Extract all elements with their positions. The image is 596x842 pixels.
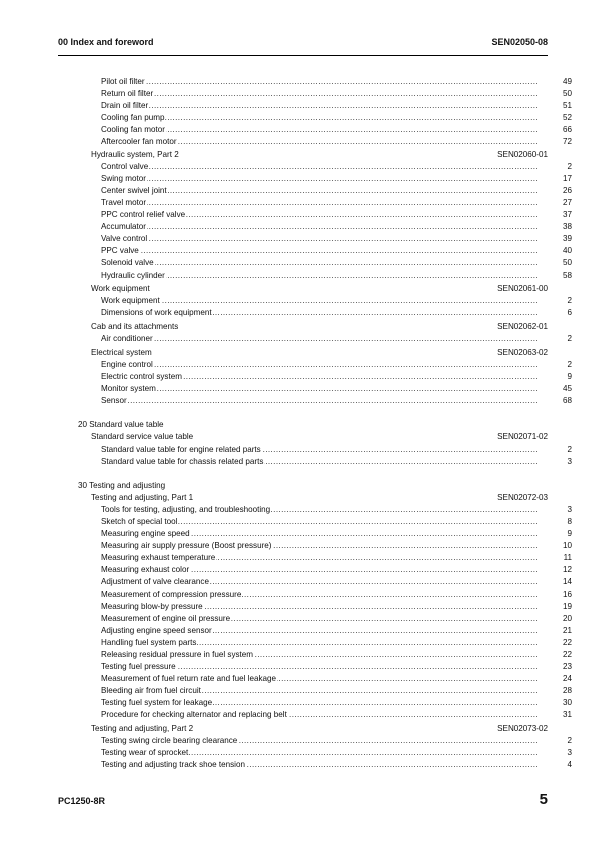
toc-entry — [0, 504, 596, 516]
toc-entry-page: 19 — [562, 601, 572, 611]
toc-entry-title: Work equipment — [101, 296, 160, 306]
toc-entry-leader — [101, 685, 538, 697]
toc-entry-page: 37 — [562, 210, 572, 220]
toc-entry-title: Accumulator — [101, 222, 146, 232]
toc-entry-title: Testing swing circle bearing clearance — [101, 736, 238, 746]
toc-entry-page: 2 — [567, 359, 572, 369]
toc-entry-leader — [101, 88, 538, 100]
toc-entry-title: Center swivel joint — [101, 185, 167, 195]
toc-section-heading — [0, 480, 596, 492]
toc-entry-leader — [101, 673, 538, 685]
toc-group-title: Testing and adjusting, Part 2 — [91, 724, 194, 734]
toc-entry-page: 45 — [562, 384, 572, 394]
toc-group-heading — [0, 347, 596, 359]
toc-entry-title: Pilot oil filter — [101, 77, 145, 86]
toc-group-heading — [0, 321, 596, 333]
toc-group-code: SEN02063-02 — [497, 347, 548, 357]
toc-entry-title: Measuring air supply pressure (Boost pressure) — [101, 541, 272, 551]
toc-entry — [0, 136, 596, 148]
toc-entry-title: Testing fuel pressure — [101, 662, 176, 672]
toc-entry-leader — [101, 136, 538, 148]
page-footer — [58, 791, 548, 814]
toc-entry-leader — [101, 395, 538, 407]
toc-entry-leader — [101, 245, 538, 257]
toc-entry-title: Testing and adjusting track shoe tension — [101, 760, 245, 770]
toc-entry — [0, 735, 596, 747]
toc-entry-leader — [101, 359, 538, 371]
toc-entry-title: Cooling fan pump — [101, 113, 165, 123]
toc-entry-page: 10 — [562, 541, 572, 551]
toc-entry — [0, 601, 596, 613]
header-section-title: 00 Index and foreword — [58, 37, 154, 47]
toc-entry — [0, 383, 596, 395]
toc-entry-leader — [101, 161, 538, 173]
toc-entry-title: Travel motor — [101, 197, 147, 207]
toc-entry-title: Measurement of compression pressure — [101, 589, 242, 599]
toc-entry-leader — [101, 625, 538, 637]
toc-entry — [0, 124, 596, 136]
toc-entry — [0, 589, 596, 601]
toc-entry-title: Aftercooler fan motor — [101, 137, 177, 147]
toc-entry-leader — [101, 185, 538, 197]
table-of-contents — [0, 76, 596, 772]
toc-entry — [0, 209, 596, 221]
toc-entry — [0, 245, 596, 257]
toc-group-heading — [0, 492, 596, 504]
toc-entry — [0, 661, 596, 673]
toc-entry-leader — [101, 516, 538, 528]
toc-group-title: Testing and adjusting, Part 1 — [91, 492, 194, 502]
toc-entry-leader — [101, 173, 538, 185]
toc-entry-leader — [101, 709, 538, 721]
toc-entry-page: 50 — [562, 89, 572, 99]
toc-entry-leader — [101, 124, 538, 136]
toc-entry — [0, 516, 596, 528]
toc-entry-page: 52 — [562, 113, 572, 123]
page-header — [58, 37, 548, 53]
toc-entry-title: Testing wear of sprocket — [101, 748, 189, 758]
toc-entry-leader — [101, 589, 538, 601]
toc-group-code: SEN02071-02 — [497, 432, 548, 442]
toc-entry-title: Electric control system — [101, 372, 182, 382]
toc-entry-page: 14 — [562, 577, 572, 587]
toc-entry-page: 72 — [562, 137, 572, 147]
toc-entry — [0, 76, 596, 88]
toc-entry-leader — [101, 661, 538, 673]
toc-entry-leader — [101, 697, 538, 709]
toc-entry — [0, 637, 596, 649]
toc-entry-page: 51 — [562, 101, 572, 111]
toc-entry-page: 23 — [562, 662, 572, 672]
toc-group-heading — [0, 149, 596, 161]
toc-group-title: Electrical system — [91, 347, 152, 357]
toc-group-heading — [0, 723, 596, 735]
toc-entry-page: 58 — [562, 270, 572, 280]
toc-entry-page: 2 — [567, 444, 572, 454]
toc-entry-page: 16 — [562, 589, 572, 599]
toc-entry — [0, 233, 596, 245]
toc-entry-page: 3 — [567, 748, 572, 758]
toc-entry-leader — [101, 270, 538, 282]
toc-entry-page: 2 — [567, 161, 572, 171]
toc-entry-page: 17 — [562, 173, 572, 183]
toc-entry — [0, 697, 596, 709]
toc-entry-page: 26 — [562, 185, 572, 195]
toc-entry-leader — [101, 76, 538, 88]
toc-entry — [0, 552, 596, 564]
toc-entry-page: 8 — [567, 516, 572, 526]
toc-entry — [0, 685, 596, 697]
toc-entry-page: 3 — [567, 456, 572, 466]
toc-group-code: SEN02073-02 — [497, 724, 548, 734]
toc-entry-page: 2 — [567, 296, 572, 306]
toc-entry — [0, 112, 596, 124]
toc-section-heading — [0, 419, 596, 431]
toc-entry-leader — [101, 540, 538, 552]
toc-entry-leader — [101, 552, 538, 564]
toc-entry-title: PPC control relief valve — [101, 210, 186, 220]
toc-group-heading — [0, 431, 596, 443]
toc-entry-leader — [101, 233, 538, 245]
toc-entry — [0, 257, 596, 269]
footer-model-name: PC1250-8R — [58, 796, 106, 806]
toc-entry-title: Standard value table for engine related parts — [101, 444, 261, 454]
toc-entry-title: PPC valve — [101, 246, 139, 256]
toc-group-title: Cab and its attachments — [91, 322, 179, 332]
toc-entry-page: 2 — [567, 736, 572, 746]
toc-entry-page: 21 — [562, 625, 572, 635]
toc-entry — [0, 221, 596, 233]
toc-entry-title: Return oil filter — [101, 89, 154, 99]
toc-entry-page: 39 — [562, 234, 572, 244]
toc-entry-page: 3 — [567, 504, 572, 514]
toc-entry-title: Engine control — [101, 359, 153, 369]
toc-entry-title: Handling fuel system parts — [101, 637, 197, 647]
toc-entry-leader — [101, 307, 538, 319]
toc-entry — [0, 540, 596, 552]
toc-entry-title: Adjustment of valve clearance — [101, 577, 209, 587]
toc-entry-page: 28 — [562, 686, 572, 696]
toc-section-title: 20 Standard value table — [78, 420, 164, 430]
toc-entry — [0, 197, 596, 209]
footer-page-number: 5 — [539, 791, 548, 808]
toc-entry-page: 22 — [562, 637, 572, 647]
toc-entry-leader — [101, 444, 538, 456]
toc-entry-leader — [101, 735, 538, 747]
toc-entry-title: Cooling fan motor — [101, 125, 165, 135]
toc-group-code: SEN02061-00 — [497, 284, 548, 294]
toc-group-title: Standard service value table — [91, 432, 194, 442]
toc-entry-title: Procedure for checking alternator and replacing belt — [101, 710, 287, 720]
toc-entry — [0, 88, 596, 100]
toc-group-code: SEN02072-03 — [497, 492, 548, 502]
toc-entry — [0, 100, 596, 112]
toc-entry-page: 38 — [562, 222, 572, 232]
toc-entry-page: 20 — [562, 613, 572, 623]
toc-entry-title: Measuring engine speed — [101, 529, 190, 539]
toc-entry — [0, 359, 596, 371]
toc-entry-title: Bleeding air from fuel circuit — [101, 686, 201, 696]
toc-entry-page: 22 — [562, 650, 572, 659]
toc-entry — [0, 270, 596, 282]
toc-entry-title: Measurement of engine oil pressure — [101, 613, 231, 623]
toc-entry-leader — [101, 295, 538, 307]
toc-entry-leader — [101, 528, 538, 540]
toc-entry-page: 9 — [567, 529, 572, 539]
toc-entry-leader — [101, 456, 538, 468]
toc-entry-leader — [101, 601, 538, 613]
toc-group-code: SEN02060-01 — [497, 149, 548, 159]
toc-entry-title: Sensor — [101, 396, 127, 406]
toc-entry — [0, 625, 596, 637]
toc-entry-page: 24 — [562, 674, 572, 684]
toc-entry-title: Monitor system — [101, 384, 156, 394]
toc-spacer — [0, 468, 596, 480]
toc-entry-title: Swing motor — [101, 173, 146, 183]
toc-entry — [0, 673, 596, 685]
toc-entry-title: Air conditioner — [101, 334, 153, 344]
toc-entry — [0, 613, 596, 625]
toc-entry — [0, 371, 596, 383]
toc-entry — [0, 649, 596, 661]
toc-entry-title: Dimensions of work equipment — [101, 308, 212, 318]
toc-entry-title: Solenoid valve — [101, 258, 154, 268]
toc-spacer — [0, 407, 596, 419]
toc-entry-title: Adjusting engine speed sensor — [101, 625, 212, 635]
toc-entry-title: Testing fuel system for leakage — [101, 698, 213, 708]
toc-entry — [0, 747, 596, 759]
toc-entry-leader — [101, 576, 538, 588]
toc-entry-page: 12 — [562, 565, 572, 575]
toc-entry-page: 4 — [567, 760, 572, 770]
toc-entry-page: 49 — [562, 77, 572, 86]
toc-group-code: SEN02062-01 — [497, 322, 548, 332]
toc-entry-leader — [101, 112, 538, 124]
toc-entry-leader — [101, 371, 538, 383]
toc-entry — [0, 395, 596, 407]
toc-entry-title: Measurement of fuel return rate and fuel leakage — [101, 674, 277, 684]
toc-entry-leader — [101, 747, 538, 759]
toc-entry — [0, 759, 596, 771]
toc-entry — [0, 161, 596, 173]
toc-entry — [0, 528, 596, 540]
toc-entry-page: 30 — [562, 698, 572, 708]
toc-group-title: Hydraulic system, Part 2 — [91, 149, 179, 159]
toc-entry-page: 31 — [562, 710, 572, 720]
toc-entry-title: Measuring exhaust temperature — [101, 553, 216, 563]
header-divider — [58, 55, 548, 56]
toc-entry-leader — [101, 759, 538, 771]
toc-section-title: 30 Testing and adjusting — [78, 480, 166, 490]
toc-entry-title: Drain oil filter — [101, 101, 149, 111]
header-document-code: SEN02050-08 — [491, 37, 548, 47]
toc-entry-title: Releasing residual pressure in fuel system — [101, 650, 254, 659]
toc-entry-leader — [101, 504, 538, 516]
toc-entry-page: 9 — [567, 372, 572, 382]
toc-entry-page: 27 — [562, 197, 572, 207]
toc-entry-leader — [101, 257, 538, 269]
toc-entry — [0, 576, 596, 588]
toc-entry-leader — [101, 333, 538, 345]
toc-entry-page: 11 — [563, 553, 572, 563]
toc-entry-leader — [101, 564, 538, 576]
toc-entry-title: Tools for testing, adjusting, and troubleshooting — [101, 504, 271, 514]
toc-entry — [0, 564, 596, 576]
toc-entry — [0, 307, 596, 319]
toc-entry-leader — [101, 649, 538, 661]
toc-entry — [0, 173, 596, 185]
toc-group-title: Work equipment — [91, 284, 150, 294]
toc-entry — [0, 333, 596, 345]
toc-entry — [0, 295, 596, 307]
toc-entry-leader — [101, 637, 538, 649]
toc-entry-title: Measuring blow-by pressure — [101, 601, 203, 611]
toc-entry-leader — [101, 100, 538, 112]
toc-entry-title: Valve control — [101, 234, 148, 244]
toc-entry-leader — [101, 209, 538, 221]
toc-entry-page: 66 — [562, 125, 572, 135]
toc-entry-leader — [101, 613, 538, 625]
toc-entry-title: Control valve — [101, 161, 149, 171]
toc-entry-title: Measuring exhaust color — [101, 565, 190, 575]
toc-entry-title: Standard value table for chassis related parts — [101, 456, 264, 466]
toc-entry — [0, 709, 596, 721]
toc-entry-page: 68 — [562, 396, 572, 406]
toc-entry-page: 2 — [567, 334, 572, 344]
toc-entry-title: Sketch of special tool — [101, 516, 178, 526]
toc-entry — [0, 444, 596, 456]
toc-entry-title: Hydraulic cylinder — [101, 270, 165, 280]
toc-entry-page: 40 — [562, 246, 572, 256]
toc-entry-page: 50 — [562, 258, 572, 268]
toc-group-heading — [0, 283, 596, 295]
toc-entry-leader — [101, 197, 538, 209]
toc-entry — [0, 456, 596, 468]
toc-entry-leader — [101, 221, 538, 233]
toc-entry — [0, 185, 596, 197]
toc-entry-page: 6 — [567, 308, 572, 318]
toc-entry-leader — [101, 383, 538, 395]
